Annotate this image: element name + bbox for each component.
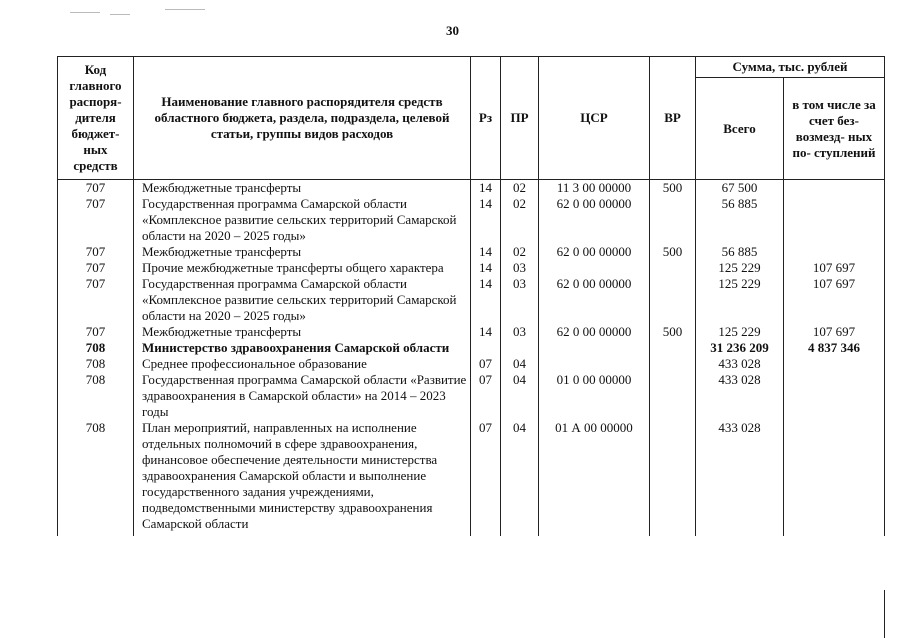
- cell-rz: 14: [471, 260, 501, 276]
- cell-total: 433 028: [696, 372, 784, 420]
- cell-csr: [539, 340, 650, 356]
- cell-csr: 62 0 00 00000: [539, 196, 650, 244]
- table-row: [58, 340, 885, 356]
- cell-incl: 107 697: [784, 260, 885, 276]
- cell-vr: [650, 420, 696, 536]
- cell-vr: 500: [650, 180, 696, 197]
- cell-name: Прочие межбюджетные трансферты общего характера: [134, 260, 471, 276]
- cell-vr: [650, 276, 696, 324]
- header-total: Всего: [696, 78, 784, 180]
- cell-rz: [471, 340, 501, 356]
- table-row: [58, 372, 885, 420]
- table-row: [58, 356, 885, 372]
- table-row: [58, 196, 885, 244]
- header-pr: ПР: [501, 57, 539, 180]
- cell-code: 707: [58, 260, 134, 276]
- cell-pr: 02: [501, 196, 539, 244]
- header-code: Код главного распоря- дителя бюджет- ных средств: [58, 57, 134, 180]
- cell-incl: 4 837 346: [784, 340, 885, 356]
- cell-pr: 04: [501, 420, 539, 536]
- cell-name: Государственная программа Самарской области «Развитие здравоохранения в Самарской области» на 2014 – 2023 годы: [134, 372, 471, 420]
- cell-csr: 11 3 00 00000: [539, 180, 650, 197]
- cell-code: 708: [58, 340, 134, 356]
- cell-code: 707: [58, 196, 134, 244]
- cell-rz: 14: [471, 180, 501, 197]
- cell-name: Министерство здравоохранения Самарской области: [134, 340, 471, 356]
- cell-rz: 07: [471, 356, 501, 372]
- cell-vr: 500: [650, 244, 696, 260]
- cell-total: 433 028: [696, 356, 784, 372]
- table-row: [58, 180, 885, 197]
- table-row: [58, 420, 885, 536]
- cell-incl: [784, 180, 885, 197]
- page-number: 30: [446, 23, 459, 38]
- cell-total: 125 229: [696, 276, 784, 324]
- header-csr: ЦСР: [539, 57, 650, 180]
- table-row: [58, 276, 885, 324]
- cell-code: 707: [58, 244, 134, 260]
- cell-code: 708: [58, 372, 134, 420]
- cell-pr: 04: [501, 356, 539, 372]
- cell-csr: [539, 356, 650, 372]
- cell-incl: [784, 196, 885, 244]
- cell-name: Государственная программа Самарской области «Комплексное развитие сельских территорий Самарской области на 2020 – 2025 годы»: [134, 196, 471, 244]
- cell-incl: [784, 372, 885, 420]
- table-border: [884, 590, 885, 638]
- header-name: Наименование главного распорядителя средств областного бюджета, раздела, подраздела, целевой статьи, группы видов расходов: [134, 57, 471, 180]
- cell-code: 707: [58, 276, 134, 324]
- cell-total: 125 229: [696, 260, 784, 276]
- table-row: [58, 324, 885, 340]
- cell-rz: 07: [471, 372, 501, 420]
- cell-rz: 14: [471, 324, 501, 340]
- cell-vr: [650, 260, 696, 276]
- cell-csr: 62 0 00 00000: [539, 276, 650, 324]
- cell-vr: [650, 340, 696, 356]
- table-row: [58, 260, 885, 276]
- budget-table: [57, 56, 885, 536]
- cell-pr: 02: [501, 180, 539, 197]
- scan-artifact: [70, 12, 100, 13]
- cell-pr: 02: [501, 244, 539, 260]
- header-incl: в том числе за счет без- возмезд- ных по- ступлений: [784, 78, 885, 180]
- cell-csr: [539, 260, 650, 276]
- cell-total: 31 236 209: [696, 340, 784, 356]
- cell-incl: [784, 420, 885, 536]
- cell-rz: 14: [471, 196, 501, 244]
- cell-csr: 01 0 00 00000: [539, 372, 650, 420]
- cell-name: Среднее профессиональное образование: [134, 356, 471, 372]
- cell-rz: 14: [471, 276, 501, 324]
- cell-total: 67 500: [696, 180, 784, 197]
- cell-vr: [650, 196, 696, 244]
- cell-csr: 62 0 00 00000: [539, 244, 650, 260]
- cell-csr: 62 0 00 00000: [539, 324, 650, 340]
- cell-csr: 01 А 00 00000: [539, 420, 650, 536]
- cell-rz: 07: [471, 420, 501, 536]
- cell-vr: 500: [650, 324, 696, 340]
- cell-rz: 14: [471, 244, 501, 260]
- cell-pr: 03: [501, 260, 539, 276]
- cell-incl: [784, 356, 885, 372]
- cell-vr: [650, 372, 696, 420]
- cell-name: Межбюджетные трансферты: [134, 244, 471, 260]
- header-rz: Рз: [471, 57, 501, 180]
- cell-incl: [784, 244, 885, 260]
- cell-code: 707: [58, 324, 134, 340]
- cell-pr: 03: [501, 324, 539, 340]
- cell-code: 708: [58, 356, 134, 372]
- cell-name: Межбюджетные трансферты: [134, 324, 471, 340]
- cell-vr: [650, 356, 696, 372]
- header-vr: ВР: [650, 57, 696, 180]
- scan-artifact: [110, 14, 130, 15]
- scan-artifact: [165, 9, 205, 10]
- cell-total: 56 885: [696, 196, 784, 244]
- cell-name: Межбюджетные трансферты: [134, 180, 471, 197]
- cell-code: 707: [58, 180, 134, 197]
- cell-total: 56 885: [696, 244, 784, 260]
- cell-name: Государственная программа Самарской области «Комплексное развитие сельских территорий Самарской области на 2020 – 2025 годы»: [134, 276, 471, 324]
- cell-total: 125 229: [696, 324, 784, 340]
- header-sum: Сумма, тыс. рублей: [696, 57, 885, 78]
- cell-incl: 107 697: [784, 276, 885, 324]
- cell-name: План мероприятий, направленных на исполнение отдельных полномочий в сфере здравоохранения, финансовое обеспечение деятельности министерства здравоохранения Самарской области и выполнение государственного задания учреждениями, подведомственными министерству здравоохранения Самарской области: [134, 420, 471, 536]
- cell-pr: 03: [501, 276, 539, 324]
- cell-code: 708: [58, 420, 134, 536]
- cell-incl: 107 697: [784, 324, 885, 340]
- table-row: [58, 244, 885, 260]
- cell-pr: 04: [501, 372, 539, 420]
- cell-pr: [501, 340, 539, 356]
- cell-total: 433 028: [696, 420, 784, 536]
